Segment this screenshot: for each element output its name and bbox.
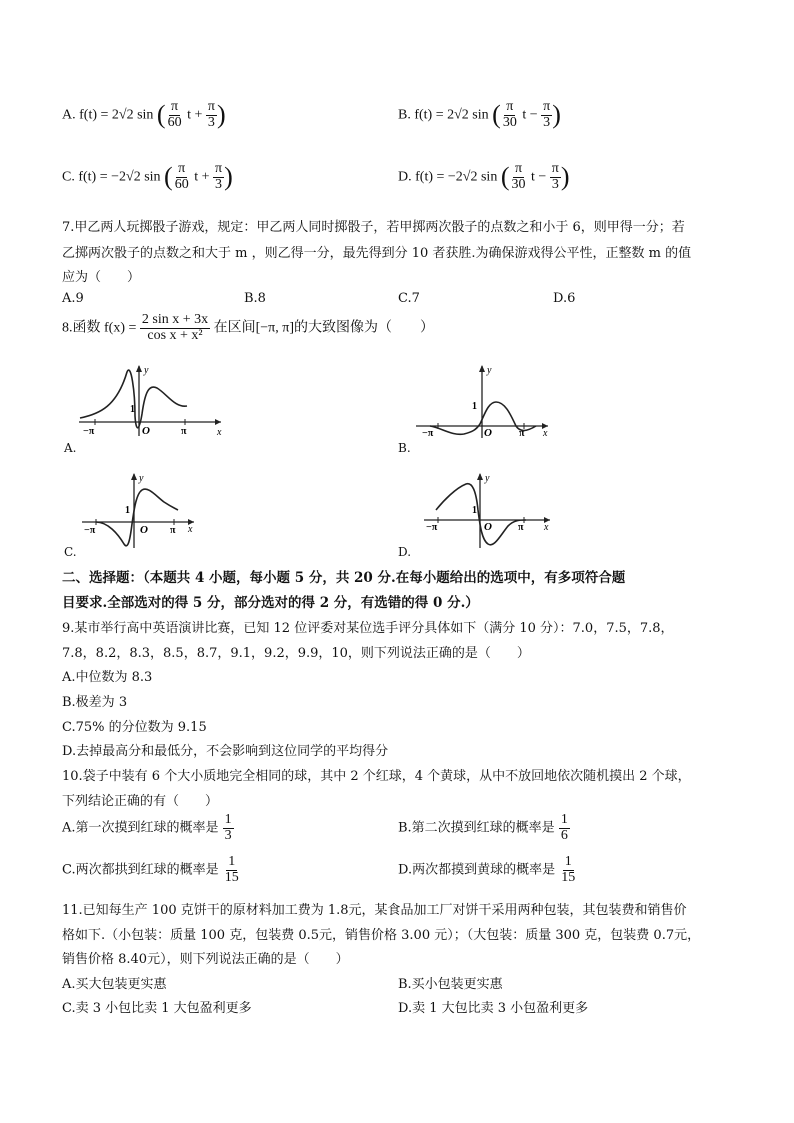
formula-lhs: f(t) = −2√2 sin (78, 169, 161, 185)
fraction-denominator: 3 (543, 114, 551, 130)
origin-label: O (140, 524, 148, 536)
pi-label: π (518, 522, 524, 533)
q11-line-2: 格如下.（小包装：质量 100 克，包装费 0.5元，销售价格 3.00 元）；（大包装：质量 300 克，包装费 0.7元， (62, 928, 701, 943)
q7-option-c: C.7 (398, 291, 420, 306)
formula-lhs: f(t) = 2√2 sin (79, 107, 154, 123)
origin-label: O (142, 425, 150, 437)
q7-line-2: 乙掷两次骰子的点数之和大于 m ，则乙得一分，最先得到分 10 者获胜.为确保游戏得公平性，正整数 m 的值 (62, 246, 692, 261)
graph-c-label: C. (64, 545, 77, 559)
fraction-denominator: 30 (511, 176, 526, 192)
q6-option-c: C. f(t) = −2√2 sin ( $\frac{\pi}{60}$ t + $\frac{\pi}{3}$ ) (62, 161, 233, 192)
fraction-denominator: 60 (167, 114, 182, 130)
q8-prefix: 8.函数 f(x) = (62, 320, 137, 336)
axis-y-label: y (139, 473, 144, 484)
fraction-denominator: 3 (207, 114, 215, 130)
option-letter: B. (398, 107, 411, 123)
q7-option-b: B.8 (244, 291, 266, 306)
formula-lhs: f(t) = −2√2 sin (415, 169, 498, 185)
q8-suffix: 在区间[−π, π]的大致图像为（ ） (213, 320, 434, 336)
axis-x-label: x (543, 428, 548, 439)
q6-option-d: D. f(t) = −2√2 sin ( $\frac{\pi}{30}$ t − $\frac{\pi}{3}$ ) (398, 161, 570, 192)
graph-c (78, 470, 198, 550)
neg-pi-label: −π (83, 426, 95, 437)
fraction-denominator: 3 (224, 827, 232, 843)
fraction-denominator: 6 (560, 827, 568, 843)
section-2-heading-line-2: 目要求.全部选对的得 5 分，部分选对的得 2 分，有选错的得 0 分.） (62, 595, 479, 611)
axis-one-label: 1 (472, 505, 477, 516)
neg-pi-label: −π (426, 522, 438, 533)
q9-option-c: C.75% 的分位数为 9.15 (62, 720, 207, 735)
option-text: C.两次都拱到红球的概率是 (62, 862, 219, 878)
pi-label: π (519, 428, 525, 439)
formula-middle: t − (531, 169, 547, 185)
fraction-denominator: cos x + x² (147, 327, 203, 343)
q10-option-b (398, 813, 570, 843)
graph-b (412, 362, 552, 440)
axis-one-label: 1 (472, 401, 477, 412)
q6-option-a: A. f(t) = 2√2 sin ( $\frac{\pi}{60}$ t + $\frac{\pi}{3}$ ) (62, 99, 226, 130)
fraction-numerator: π (551, 161, 559, 176)
section-2-heading-line-1: 二、选择题：（本题共 4 小题，每小题 5 分，共 20 分.在每小题给出的选项中，有多项符合题 (62, 570, 626, 586)
q9-option-d: D.去掉最高分和最低分，不会影响到这位同学的平均得分 (62, 744, 389, 759)
q10-option-c (62, 855, 241, 885)
fraction-numerator: π (514, 161, 523, 176)
graph-d (420, 470, 554, 550)
option-letter: C. (62, 169, 75, 185)
q10-line-2: 下列结论正确的有（ ） (62, 794, 219, 809)
fraction-denominator: 15 (561, 869, 576, 885)
pi-label: π (181, 426, 187, 437)
origin-label: O (484, 427, 492, 439)
fraction-denominator: 3 (215, 176, 223, 192)
graph-a (75, 362, 225, 440)
option-letter: A. (62, 107, 76, 123)
q11-option-d: D.卖 1 大包比卖 3 小包盈利更多 (398, 1001, 589, 1016)
q11-option-c: C.卖 3 小包比卖 1 大包盈利更多 (62, 1001, 252, 1016)
fraction-numerator: 1 (560, 812, 568, 827)
axis-one-label: 1 (130, 404, 135, 415)
q9-line-2: 7.8，8.2，8.3，8.5，8.7，9.1，9.2，9.9，10，则下列说法正确的是（ ） (62, 646, 530, 661)
q11-line-1: 11.已知每生产 100 克饼干的原材料加工费为 1.8元，某食品加工厂对饼干采用两种包装，其包装费和销售价 (62, 903, 687, 918)
origin-label: O (484, 521, 492, 533)
fraction-numerator: 1 (564, 854, 572, 869)
q7-option-d: D.6 (553, 291, 576, 306)
fraction-denominator: 3 (551, 176, 559, 192)
fraction-numerator: π (215, 161, 223, 176)
fraction-denominator: 30 (502, 114, 517, 130)
fraction-numerator: 2 sin x + 3x (141, 312, 209, 327)
q11-option-b: B.买小包装更实惠 (398, 977, 503, 992)
q11-option-a: A.买大包装更实惠 (62, 977, 167, 992)
pi-label: π (170, 525, 176, 536)
fraction-numerator: π (178, 161, 186, 176)
q7-line-1: 7.甲乙两人玩掷骰子游戏，规定：甲乙两人同时掷骰子，若甲掷两次骰子的点数之和小于 6，则甲得一分；若 (62, 220, 685, 235)
fraction-numerator: π (171, 99, 179, 114)
graph-d-label: D. (398, 545, 412, 559)
option-letter: D. (398, 169, 412, 185)
fraction-numerator: π (207, 99, 215, 114)
axis-x-label: x (544, 522, 549, 533)
q7-line-3: 应为（ ） (62, 270, 141, 285)
q7-option-a: A.9 (62, 291, 84, 306)
q9-option-b: B.极差为 3 (62, 695, 128, 710)
axis-one-label: 1 (125, 505, 130, 516)
fraction-denominator: 15 (224, 869, 239, 885)
q9-option-a: A.中位数为 8.3 (62, 670, 153, 685)
formula-middle: t + (194, 169, 210, 185)
axis-y-label: y (485, 473, 490, 484)
axis-y-label: y (487, 365, 492, 376)
option-text: B.第二次摸到红球的概率是 (398, 820, 555, 836)
q10-option-d (398, 855, 577, 885)
fraction-denominator: 60 (174, 176, 189, 192)
q10-line-1: 10.袋子中装有 6 个大小质地完全相同的球，其中 2 个红球，4 个黄球，从中不放回地依次随机摸出 2 个球， (62, 769, 691, 784)
formula-middle: t − (522, 107, 538, 123)
axis-y-label: y (144, 365, 149, 376)
q11-line-3: 销售价格 8.40元），则下列说法正确的是（ ） (62, 952, 349, 967)
q8-stem (62, 313, 434, 343)
option-text: A.第一次摸到红球的概率是 (62, 820, 219, 836)
q9-line-1: 9.某市举行高中英语演讲比赛，已知 12 位评委对某位选手评分具体如下（满分 10 分）：7.0，7.5，7.8， (62, 621, 674, 636)
formula-lhs: f(t) = 2√2 sin (414, 107, 489, 123)
option-text: D.两次都摸到黄球的概率是 (398, 862, 556, 878)
formula-middle: t + (187, 107, 203, 123)
fraction-numerator: π (543, 99, 551, 114)
fraction-numerator: π (506, 99, 514, 114)
axis-x-label: x (217, 427, 222, 438)
neg-pi-label: −π (422, 428, 434, 439)
graph-a-label: A. (64, 441, 77, 455)
q6-option-b: B. f(t) = 2√2 sin ( $\frac{\pi}{30}$ t − $\frac{\pi}{3}$ ) (398, 99, 561, 130)
q10-option-a (62, 813, 234, 843)
graph-b-label: B. (398, 441, 411, 455)
fraction-numerator: 1 (224, 812, 232, 827)
fraction-numerator: 1 (228, 854, 236, 869)
neg-pi-label: −π (84, 525, 96, 536)
axis-x-label: x (188, 524, 193, 535)
